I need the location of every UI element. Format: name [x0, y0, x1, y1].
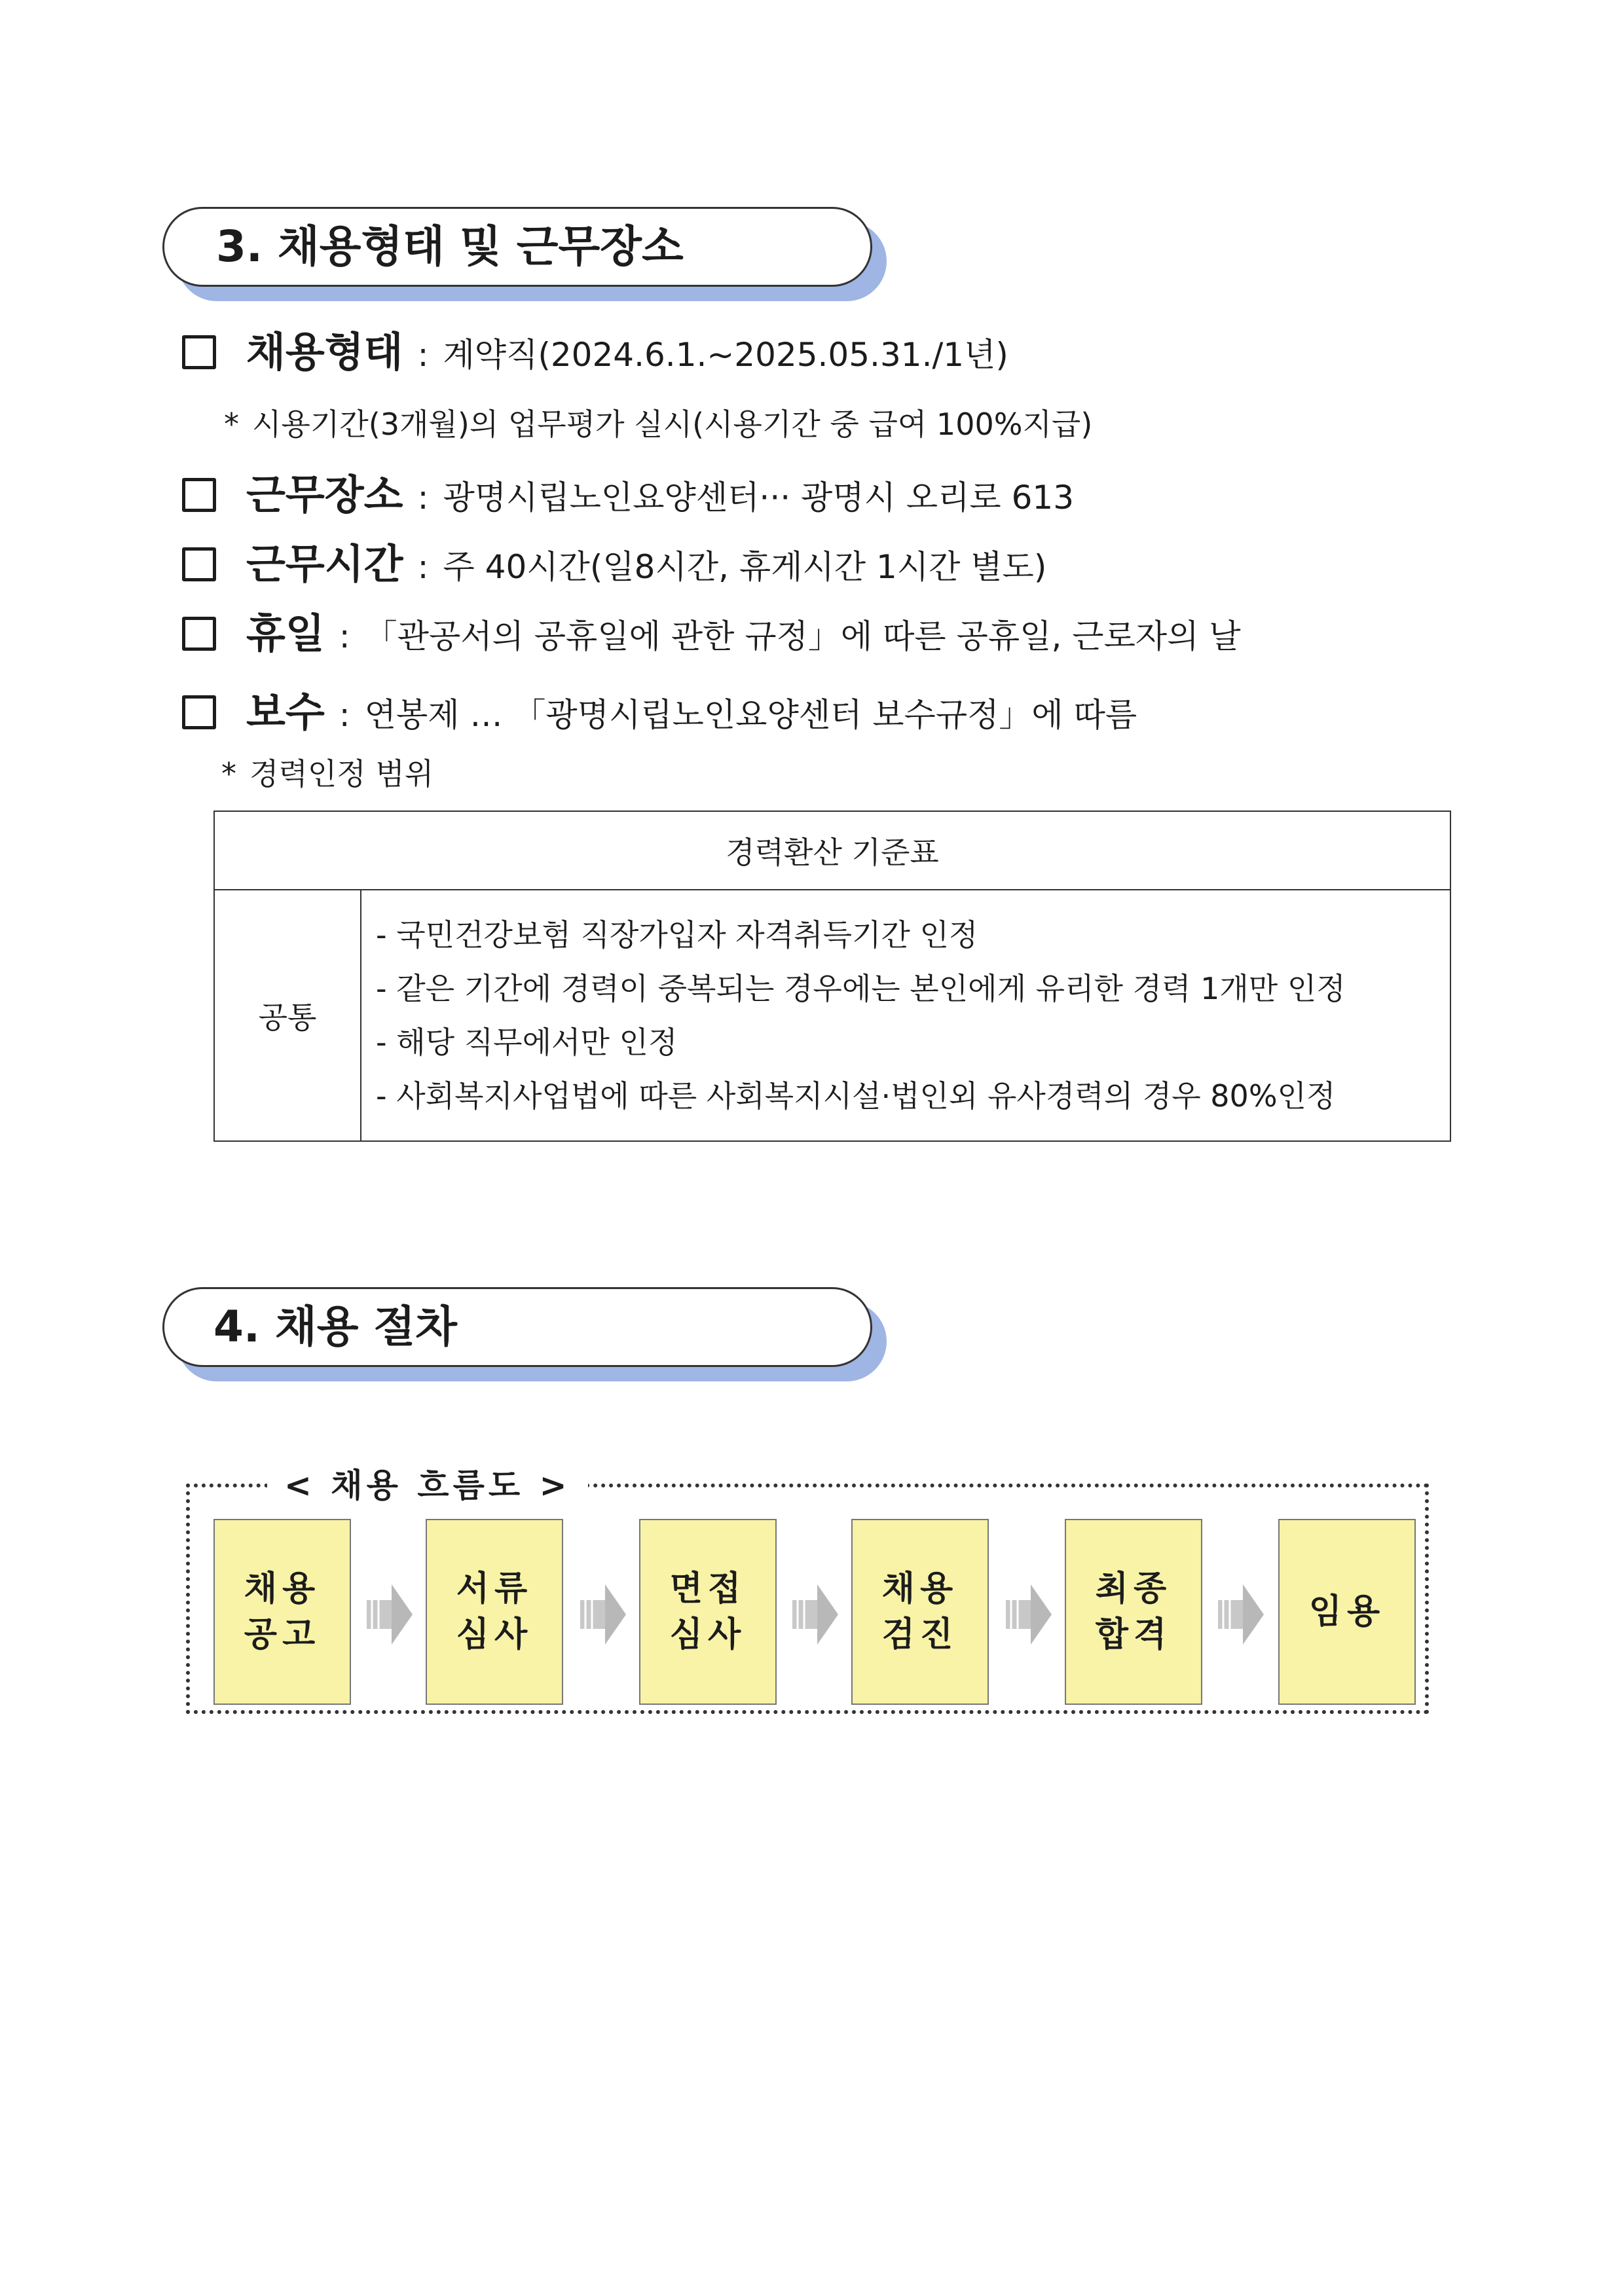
section-4-header	[162, 1287, 887, 1381]
separator: :	[417, 479, 429, 517]
separator: :	[339, 617, 350, 655]
step-line: 검진	[881, 1615, 959, 1654]
step-line: 공고	[244, 1615, 321, 1654]
separator: :	[417, 548, 429, 586]
flowchart-title: < 채용 흐름도 >	[267, 1463, 588, 1508]
work-hours-value: 주 40시간(일8시간, 휴게시간 1시간 별도)	[443, 548, 1047, 586]
step-final-pass	[1065, 1519, 1202, 1705]
workplace-value: 광명시립노인요양센터··· 광명시 오리로 613	[443, 479, 1075, 517]
table-caption: 경력환산 기준표	[214, 811, 1450, 890]
step-document-screening	[426, 1519, 563, 1705]
table-row-header: 공통	[214, 890, 361, 1141]
right-arrow-icon	[792, 1582, 838, 1647]
right-arrow-icon	[580, 1582, 626, 1647]
checkbox-icon	[182, 335, 216, 369]
holiday-value: 「관공서의 공휴일에 관한 규정」에 따른 공휴일, 근로자의 날	[364, 617, 1241, 655]
hiring-flowchart	[186, 1467, 1429, 1714]
criteria-line: - 국민건강보험 직장가입자 자격취득기간 인정	[376, 917, 978, 953]
criteria-line: - 해당 직무에서만 인정	[376, 1025, 678, 1060]
asterisk: *	[224, 407, 239, 442]
step-line: 임용	[1308, 1592, 1386, 1631]
separator: :	[417, 336, 429, 374]
separator: :	[339, 696, 350, 734]
right-arrow-icon	[367, 1582, 413, 1647]
salary-value: 연봉제 … 「광명시립노인요양센터 보수규정」에 따름	[364, 696, 1137, 734]
step-appointment	[1278, 1519, 1416, 1705]
step-line: 서류	[456, 1569, 533, 1609]
right-arrow-icon	[1006, 1582, 1052, 1647]
checkbox-icon	[182, 695, 216, 729]
asterisk: *	[221, 756, 236, 792]
salary-label: 보수	[246, 688, 325, 736]
criteria-line: - 사회복지사업법에 따른 사회복지시설·법인외 유사경력의 경우 80%인정	[376, 1078, 1336, 1114]
step-line: 심사	[669, 1615, 747, 1654]
employment-type-label: 채용형태	[246, 328, 403, 376]
section-3-header	[162, 207, 887, 301]
section-3-title: 3. 채용형태 및 근무장소	[216, 221, 684, 272]
step-interview	[639, 1519, 777, 1705]
probation-note	[224, 405, 1092, 444]
step-line: 최종	[1095, 1569, 1172, 1609]
step-line: 심사	[456, 1615, 533, 1654]
checkbox-icon	[182, 617, 216, 651]
workplace-label: 근무장소	[246, 471, 403, 519]
section-4-title: 4. 채용 절차	[213, 1302, 457, 1352]
right-arrow-icon	[1218, 1582, 1264, 1647]
checkbox-icon	[182, 547, 216, 581]
career-scope-note	[221, 754, 434, 793]
step-line: 채용	[881, 1569, 959, 1609]
work-hours-label: 근무시간	[246, 540, 403, 588]
step-job-posting	[213, 1519, 351, 1705]
career-scope-note-text: 경력인정 범위	[249, 756, 434, 792]
criteria-line: - 같은 기간에 경력이 중복되는 경우에는 본인에게 유리한 경력 1개만 인정	[376, 971, 1346, 1006]
step-line: 면접	[669, 1569, 747, 1609]
step-line: 합격	[1095, 1615, 1172, 1654]
holiday-label: 휴일	[246, 610, 325, 657]
table-criteria-cell	[361, 890, 1450, 1141]
checkbox-icon	[182, 478, 216, 512]
step-line: 채용	[244, 1569, 321, 1609]
step-health-check	[851, 1519, 989, 1705]
employment-type-value: 계약직(2024.6.1.~2025.05.31./1년)	[443, 336, 1008, 374]
career-conversion-table	[213, 811, 1451, 1142]
probation-note-text: 시용기간(3개월)의 업무평가 실시(시용기간 중 급여 100%지급)	[252, 407, 1093, 442]
